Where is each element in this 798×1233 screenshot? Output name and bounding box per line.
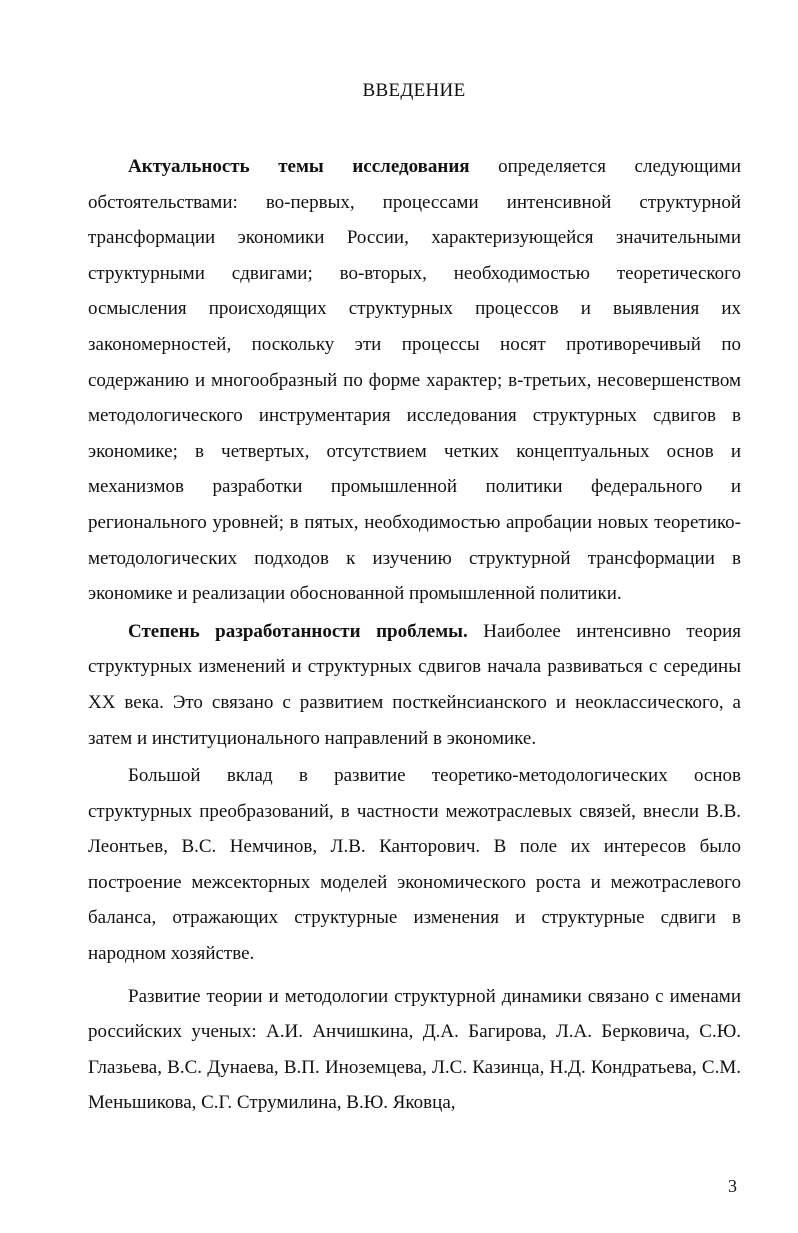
paragraph-contribution bbox=[88, 758, 741, 972]
paragraph-contribution-text: Большой вклад в развитие теоретико-методологических основ структурных преобразований, в частности межотраслевых связей, внесли В.В. Леонтьев, В.С. Немчинов, Л.В. Канторович. В поле их интересов было построение межсекторных моделей экономического роста и межотраслевого баланса, отражающих структурные изменения и структурные сдвиги в народном хозяйстве. bbox=[88, 765, 741, 965]
paragraph-theory-development-text: Развитие теории и методологии структурной динамики связано с именами российских ученых: А.И. Анчишкина, Д.А. Багирова, Л.А. Берковича, С.Ю. Глазьева, В.С. Дунаева, В.П. Иноземцева, Л.С. Казинца, Н.Д. Кондратьева, С.М. Меньшикова, С.Г. Струмилина, В.Ю. Яковца, bbox=[88, 985, 741, 1114]
paragraph-development-degree-lead: Степень разработанности проблемы. bbox=[128, 620, 468, 642]
paragraph-relevance-text: определяется следующими обстоятельствами: во-первых, процессами интенсивной структурной трансформации экономики России, характеризующейся значительными структурными сдвигами; во-вторых, необходимостью теоретического осмысления происходящих структурных процессов и выявления их закономерностей, поскольку эти процессы носят противоречивый по содержанию и многообразный по форме характер; в-третьих, несовершенством методологического инструментария исследования структурных сдвигов в экономике; в четвертых, отсутствием четких концептуальных основ и механизмов разработки промышленной политики федерального и регионального уровней; в пятых, необходимостью апробации новых теоретико-методологических подходов к изучению структурной трансформации в экономике и реализации обоснованной промышленной политики. bbox=[88, 156, 742, 605]
paragraph-relevance-lead: Актуальность темы исследования bbox=[128, 156, 470, 177]
paragraph-relevance bbox=[88, 149, 741, 612]
paragraph-theory-development bbox=[88, 979, 741, 1121]
paragraph-development-degree-text: Наиболее интенсивно теория структурных изменений и структурных сдвигов начала развиваться с середины XX века. Это связано с развитием посткейнсианского и неоклассического, а затем и институционального направлений в экономике. bbox=[88, 620, 741, 749]
document-body bbox=[88, 149, 741, 1121]
paragraph-development-degree bbox=[88, 614, 741, 756]
page-title: ВВЕДЕНИЕ bbox=[362, 80, 466, 101]
page-number: 3 bbox=[728, 1176, 737, 1196]
